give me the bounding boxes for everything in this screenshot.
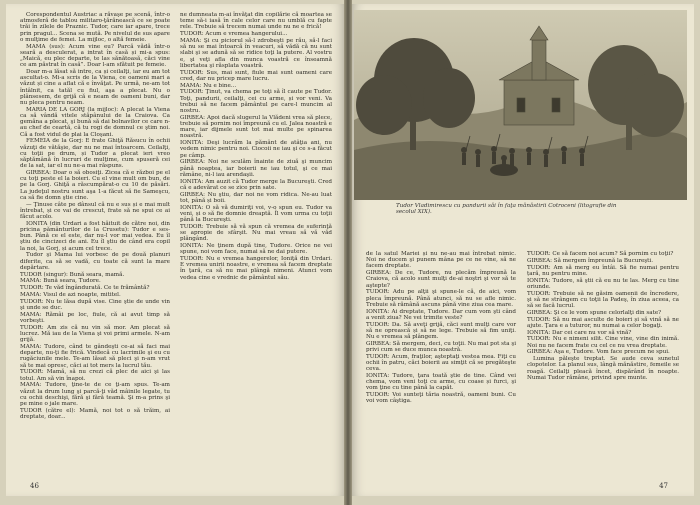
- illustration-caption: [396, 203, 676, 216]
- dialogue-line: MAMA: Rămâi pe loc, fiule, că ai avut timp să vorbeşti.: [20, 311, 170, 325]
- dialogue-line: GIRBEA: Să mergem împreună la Bucureşti.: [527, 257, 653, 264]
- dialogue-line: MAMA: Visul de azi noapte, mititel.: [20, 292, 121, 299]
- dialogue-line: MAMA: Nu e bine...: [180, 82, 237, 89]
- dialogue-line: GIRBEA: Nu ştiu, dar noi ne vom ridica. Ne-au luat tot, până și boii.: [180, 191, 332, 204]
- caption-line: secolul XIX).: [396, 209, 432, 216]
- right-page-column-2: [527, 251, 679, 382]
- dialogue-line: IONITA: Dar cei care nu vor să vină?: [527, 329, 632, 336]
- dialogue-line: GIRBEA: Şi ce le vom spune celorlalţi din sate?: [527, 309, 662, 316]
- dialogue-line: GIRBEA: Aşa e, Tudore. Vom face precum ne spui.: [527, 349, 670, 356]
- right-page: [350, 4, 694, 496]
- left-page: [6, 4, 346, 496]
- dialogue-line: TUDOR: Trebuie să vă spun că vremea de suferinţă se apropie de sfârşit. Nu mai vreau să vă văd plângând.: [180, 223, 332, 243]
- paragraph: MAMA (sus): Acum vine eu? Parcă vădă într-o seară a desculerat, a intrat în casă și mi-a spus: „Maică, eu plec departe, te las sănătoasă, căci vine ce am păstrat în casă”. Doar l-am sfătuit pe femeie.: [20, 43, 170, 69]
- left-page-column-2: [180, 12, 332, 281]
- dialogue-line: TUDOR: Acum, fraţilor, aşteptaţi vestea mea. Fiţi cu ochii în patru, căci boierii au simţit că se pregăteşte ceva.: [366, 353, 516, 373]
- paragraph: IONITA (din Urdari a fost hăituit de către noi, din pricina pământurilor de la Crusetu): Tudor e ses-bun. Până ce el este, dar nu-l vor mai vedea. Eu îl ştiu de cincizeci de ani. Eu îl ştiu de când era copil la noi, la Gorj, și acum cel trece.: [20, 220, 170, 252]
- paragraph: MARIA DE LA GORJ (la mijloc): A plecat la Viena ca să vândă vitele stăpânului de la Craiova. Ca gemăna a plecat, şi bună să dai bolnavilor ce care n-au chef de ceartă, că tu rogi de domnul ce ştim noi. Că a fost vidul de plai la Cloşani.: [20, 106, 170, 138]
- dialogue-line: de la satul Mariei și nu ne-au mai întrebat nimic. Noi ne ducem şi punem mâna pe ce ne vine, să ne facem dreptate.: [366, 251, 516, 270]
- dialogue-line: TUDOR: Să nu mai asculte de boieri și să vină să ne ajute. Ţara e a tuturor, nu numai a celor bogaţi.: [527, 316, 679, 329]
- dialogue-line: IONITA: Ai dreptate, Tudore. Dar cum vom şti când a venit ziua? Ne vei trimite veste?: [366, 308, 516, 321]
- book-gutter: [344, 0, 352, 505]
- dialogue-line: TUDOR: Da. Să aveţi grijă, căci sunt mulţi care vor să ne oprească și să ne lege. Trebuie să fim uniţi. Nu e vremea să plângem.: [366, 321, 516, 341]
- dialogue-line: IONITA: Am auzit că Tudor merge la Bucureşti. Cred că e adevărat ce se zice prin sate.: [180, 178, 332, 191]
- paragraph: GIRBEA: Doar o să obosiţi. Zicea că e război pe el cu toţi peste el la boieri. Cu el vine mult om bun, de pe la Gorj. Ghiţă a răscumpărat-o cu 10 de păsări. La judeţul nostru sunt aşa 1-a făcut să fie Sameşcu, ca să fie domn ştie cine.: [20, 170, 170, 201]
- dialogue-line: ne dumneata m-ai învăţat din copilărie că moartea se teme să-i iasă în cale celor care nu umblă cu fapte rele. Trebuie să trecem numai unde nu ne e frică!: [180, 12, 332, 31]
- dialogue-line: MAMA: Bună seara, Tudore.: [20, 278, 101, 285]
- dialogue-line: GIRBEA: Să mergem, deci, cu toţii. Nu mai pot sta şi privi cum se duce munca noastră.: [366, 340, 516, 354]
- stage-direction: Tudor şi Mama lui vorbesc de pe două planuri diferite, ca să se vadă, cu toate că sunt la mare depărtare.: [20, 252, 170, 271]
- dialogue-line: TUDOR: Sus, mai sunt, fiule mai sunt oameni care cred, dar nu pricep mare lucru.: [180, 69, 332, 82]
- dialogue-line: TUDOR (singur): Bună seara, mamă.: [20, 271, 125, 278]
- lithograph-drawing: [354, 10, 687, 200]
- dialogue-line: TUDOR: Nu te lăsa după vise. Cine ştie de unde vin şi unde se duc.: [20, 298, 170, 312]
- dialogue-line: TUDOR: Te văd îngândurată. Ce te frământă?: [20, 285, 150, 292]
- dialogue-line: IONITA: O să vă dumiriţi voi, v-o spun eu. Tudor va veni, și o să fie domnie dreaptă. Îl vom urma cu toţii până la Bucureşti.: [180, 204, 332, 224]
- dialogue-line: TUDOR: Adu pe alţii şi spune-le că, de aici, vom pleca împreună. Până atunci, să nu se afle nimic. Trebuie să rămână ascuns până vine ziua cea mare.: [366, 289, 516, 308]
- page-number-right: 47: [659, 482, 668, 490]
- dialogue-line: MAMA: Tudore, ţine-te de ce ţi-am spus. Te-am văzut la drum lung şi parcă-ţi văd mâinile legate, tu cu ochii deschişi, fără şi fără teamă. Şi m-a prins şi pe mine o jale mare.: [20, 382, 170, 408]
- dialogue-line: IONITA: Tudore, să ştii că eu nu te las. Merg cu tine oriunde.: [527, 277, 679, 290]
- dialogue-line: TUDOR: Am să merg eu întâi. Să fie numai pentru țară, nu pentru mine.: [527, 264, 679, 277]
- dialogue-line: TUDOR: Trebuie să ne găsim oamenii de încredere, şi să ne strângem cu toţii la Padeş, în ziua aceea, ca să se facă lucrul.: [527, 290, 679, 309]
- lithograph-illustration: [354, 10, 687, 200]
- paragraph: FEMEIA de la Gorj: E frate Ghiţă Răsucu în ochii văzuţi de vătăşie, dar nu ne mai întoarcem. Ceilalţi, cu toţii pe drum, și Tudor a plecat ieri vreo săptămână în lucruri de mulţime, cum spuseră cei de la sat, iar el nu ne-a mai răspuns.: [20, 138, 170, 170]
- paragraph: Doar m-a lăsat să intre, ca și ceilalţi, iar eu am tot ascultat-o. Mi-a scris de la Viena, ce oameni mari a văzut și cine a aflat că e învăţat. Pe urmă, ne-am tot întâlnit, ca tatăl cu fiul, aşa a plecat. Nu o plânsesem, de grijă că e neam de oameni buni, dar nu pleca pentru neam.: [20, 69, 170, 107]
- dialogue-line: MAMA: Tudore, când te gândeşti ce-ai să faci mai departe, nu-ţi fie frică. Vindecă cu lacrimile şi eu cu rugăciunile mele. Te-am lăsat să pleci şi n-am vrut să te mai opresc, căci ai tot mers la lucrul tău.: [20, 344, 170, 369]
- dialogue-line: TUDOR: Am zis că nu vin să mor. Am plecat să lucrez. Mă iau de la Viena şi voi primi armele. N-am grijă.: [20, 324, 170, 344]
- dialogue-line: TUDOR: Nu e nimeni silit. Cine vine, vine din inimă. Noi nu ne facem frate cu cel ce nu vrea dreptate.: [527, 336, 679, 349]
- paragraph: — Ţinuse câte pe dânsul că nu e sus și e mai mult întrebat, și ce vai de crescut, frate să ne spui ce ai făcut acolo.: [20, 201, 170, 221]
- stage-direction: Lumina păleşte treptat. Se aude ceva sunetul clopotelor. La planul sus, lângă mănăstire, femeile se roagă. Ceilalţi pleacă încet, dispărând în noapte. Numai Tudor rămâne, privind spre munte.: [527, 356, 679, 381]
- dialogue-line: GIRBEA: Noi ne sculăm înainte de ziuă şi muncim până noaptea, iar boierii ne iau totul, şi ce mai rămâne, ni-l iau arendaşii.: [180, 159, 332, 178]
- page-number-left: 46: [30, 482, 39, 490]
- dialogue-line: TUDOR: Ce să facem noi acum? Să pornim cu toţii?: [527, 251, 674, 257]
- dialogue-line: IONITA: Deşi lucrăm la pământ de atâţia ani, nu vedem nimic pentru noi. Ciocoii ne iau şi ce s-a făcut pe câmp.: [180, 140, 332, 159]
- dialogue-line: TUDOR: Voi sunteţi tăria noastră, oameni buni. Cu voi vom câştiga.: [366, 392, 516, 405]
- dialogue-line: TUDOR: Nu e vremea hangerelor, Ioniţă din Urdari. E vremea unirii noastre, e vremea să facem dreptate în ţară, ca să nu mai plângă nimeni. Atunci vom vedea cine e vrednic de pământul său.: [180, 256, 332, 281]
- dialogue-line: TUDOR: Ţinut, va chema pe toţi să îl caute pe Tudor. Toţi, pandurii, ceilalţi, cei cu arme, și vor veni. Va trebui să ne facem pământul pe care-l muncim al nostru.: [180, 89, 332, 115]
- right-page-column-1: [366, 251, 516, 405]
- dialogue-line: TUDOR: Acum e vremea hangerului...: [180, 31, 288, 38]
- caption-line: Tudor Vladimirescu cu pandurii săi în faţa mănăstirii Cotroceni (litografie din: [396, 203, 617, 209]
- dialogue-line: IONITA: Ne ţinem după tine, Tudore. Orice ne vei spune, noi vom face, numai să ne dai putere.: [180, 243, 332, 256]
- dialogue-line: MAMA: Şi cu piciorul să-l zdrobeşti pe rău, să-l faci să nu se mai întoarcă în veacuri, să vădă că nu sunt slabi şi se adună să se ridice toţi la putere. Al vostru e, şi veţi afla din munca voastră ce înseamnă libertatea şi răsplata voastră.: [180, 38, 332, 69]
- dialogue-line: GIRBEA: Apoi dacă slugerul la Vlădeni vrea să plece, trebuie să pornim noi împreună cu el. Jalea noastră e mare, iar dijmele sunt tot mai multe pe spinarea noastră.: [180, 114, 332, 140]
- dialogue-line: GIRBEA: De ce, Tudore, nu plecăm împreună la Craiova, că acolo sunt mulţi de-ai noştri şi vor să te aştepte?: [366, 270, 516, 289]
- paragraph: Corespondentul Austriac a răvaşe pe scenă, într-o atmosferă de tablou militaro-ţărănească ce se poate trăi în zilele de Praznic. Tudor, care iar apare, trece prin pragul... Scena se mută. Pe nivelul de sus apare o mulţime de femei. La mijloc, o altă femeie.: [20, 12, 170, 43]
- left-page-column-1: [20, 12, 170, 421]
- dialogue-line: TUDOR (către el): Mamă, noi tot o să trăim, ai dreptate, doar...: [20, 407, 170, 421]
- dialogue-line: TUDOR: Mamă, să nu crezi că plec de aici şi las totul. Am să vin înapoi.: [20, 369, 170, 382]
- dialogue-line: IONITA: Tudore, ţara toată ştie de tine. Când vei chema, vom veni toţi cu arme, cu coase și furci, şi vom ţine cu tine până la capăt.: [366, 373, 516, 392]
